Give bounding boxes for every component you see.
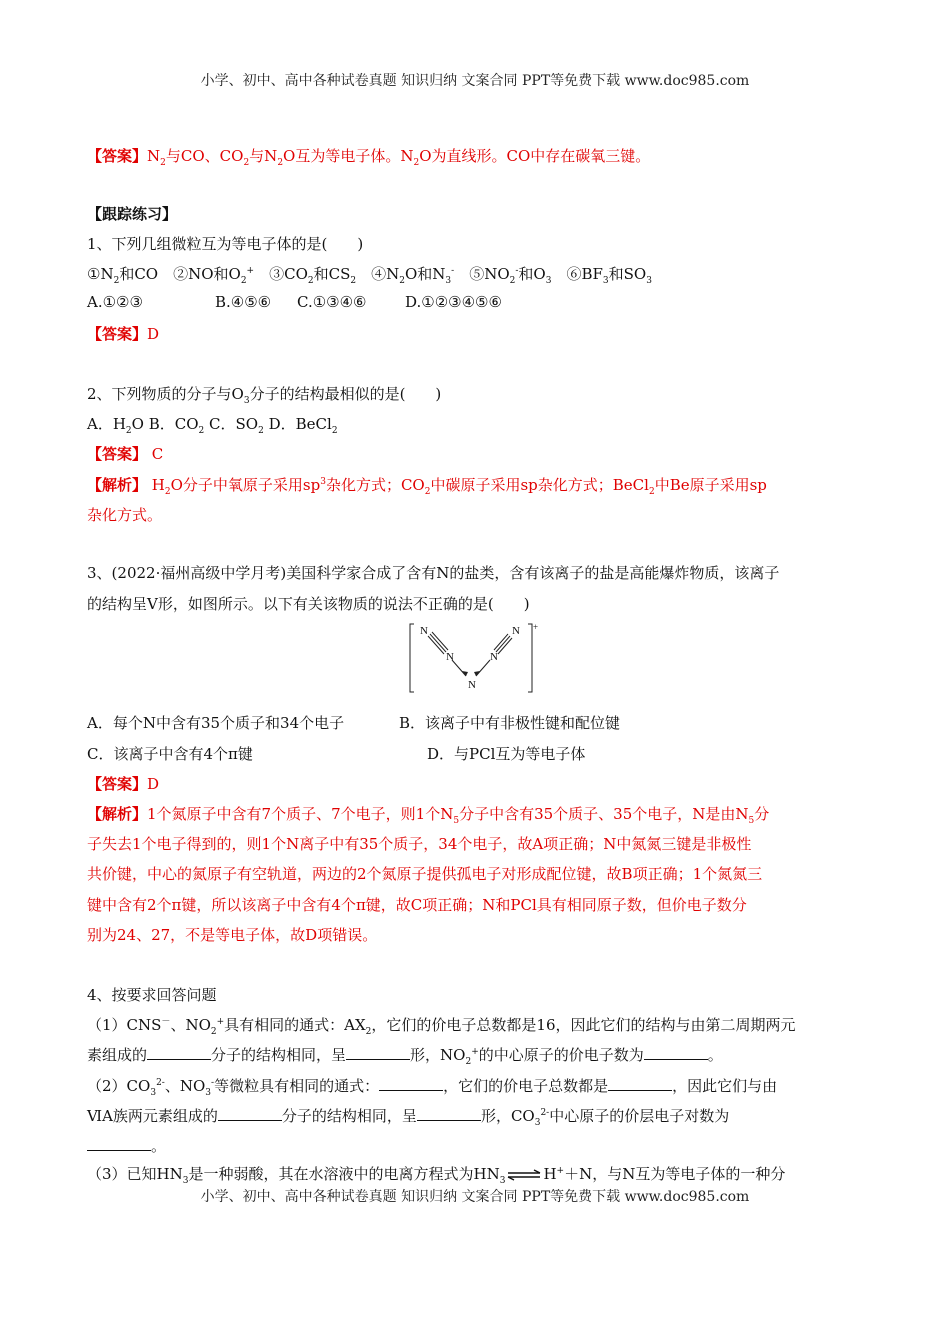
- atom-n-5: N: [512, 625, 520, 637]
- answer-blank[interactable]: [87, 1136, 151, 1151]
- atom-n-3: N: [468, 679, 476, 691]
- q1-choice-d: D.①②③④⑤⑥: [405, 293, 502, 311]
- answer-blank[interactable]: [417, 1106, 481, 1121]
- atom-n-4: N: [490, 651, 498, 663]
- q1-choice-a: A.①②③: [87, 293, 143, 311]
- answer-tag: 【答案】: [87, 147, 148, 165]
- q4-part2-line3: 。: [87, 1135, 166, 1156]
- q2-explanation-1: 【解析】 $H_2O$分子中氧原子采用$sp^3$杂化方式；$CO_2$中碳原子采用sp杂化方式；BeCl$_2$中Be原子采用sp: [87, 476, 767, 497]
- answer-blank[interactable]: [147, 1045, 211, 1060]
- right-bracket: [528, 624, 532, 692]
- q1-options-line: $①N_2$和CO ②NO和$O_2^+$ $③CO_2$和$CS_2$ $④N_2O$和$N_3^-$ $⑤NO_2^-$和$O_3$ $⑥BF_3$和$SO_3$: [87, 265, 652, 286]
- q2-explanation-2: 杂化方式。: [87, 506, 163, 524]
- q3-stem-1: 3、(2022·福州高级中学月考)美国科学家合成了含有N的盐类，含有该离子的盐是高能爆炸物质，该离子: [87, 564, 780, 582]
- q3-answer: 【答案】D: [87, 775, 160, 793]
- q3-explanation-5: 别为24、27，不是等电子体，故D项错误。: [87, 926, 378, 944]
- q4-stem: 4、按要求回答问题: [87, 986, 217, 1004]
- answer-blank[interactable]: [379, 1076, 443, 1091]
- q2-choices: A．$H_2O$ B．$CO_2$ C．$SO_2$ D．BeCl$_2$: [87, 415, 338, 436]
- q3-option-d: D．与PCl互为等电子体: [427, 745, 586, 763]
- q4-part1-line1: （1）CNS－、$NO_2^+$具有相同的通式：$AX_2$，它们的价电子总数都是16，因此它们的结构与由第二周期两元: [87, 1016, 796, 1037]
- atom-n-1: N: [420, 625, 428, 637]
- coordinate-bond-left: [452, 660, 466, 676]
- q1-choice-b: B.④⑤⑥: [215, 293, 272, 311]
- answer-blank[interactable]: [608, 1076, 672, 1091]
- ion-charge: +: [533, 622, 539, 632]
- page-header: 小学、初中、高中各种试卷真题 知识归纳 文案合同 PPT等免费下载 www.doc985.com: [200, 73, 750, 89]
- section-title: 【跟踪练习】: [87, 205, 178, 223]
- q1-stem: 1、下列几组微粒互为等电子体的是( ): [87, 235, 364, 253]
- q3-explanation-3: 共价键，中心的氮原子有空轨道，两边的2个氮原子提供孤电子对形成配位键，故B项正确；1个氮氮三: [87, 865, 763, 883]
- q3-explanation-1: 【解析】1个氮原子中含有7个质子、7个电子，则1个$N_5$分子中含有35个质子、35个电子，N是由$N_5$分: [87, 805, 770, 826]
- page-footer: 小学、初中、高中各种试卷真题 知识归纳 文案合同 PPT等免费下载 www.doc985.com: [200, 1189, 750, 1205]
- answer-blank[interactable]: [346, 1045, 410, 1060]
- coordinate-bond-right: [476, 660, 490, 676]
- left-bracket: [410, 624, 414, 692]
- q4-part2-line2: ⅥA族两元素组成的 分子的结构相同，呈 形，$CO_3^{2-}$中心原子的价层电子对数为: [87, 1107, 730, 1128]
- q1-answer: 【答案】D: [87, 325, 160, 343]
- q3-stem-2: 的结构呈V形，如图所示。以下有关该物质的说法不正确的是( ): [87, 595, 530, 613]
- answer-blank[interactable]: [644, 1045, 708, 1060]
- q3-explanation-4: 键中含有2个π键，所以该离子中含有4个π键，故C项正确；N和PCl具有相同原子数，但价电子数分: [87, 896, 747, 914]
- q2-answer: 【答案】 C: [87, 445, 164, 463]
- answer-blank[interactable]: [218, 1106, 282, 1121]
- q3-option-b: B．该离子中有非极性键和配位键: [399, 714, 621, 732]
- q1-choice-c: C.①③④⑥: [297, 293, 367, 311]
- previous-answer: 【答案】$N_2$与CO、$CO_2$与$N_2O$互为等电子体。$N_2O$为直线形。CO中存在碳氧三键。: [87, 147, 651, 168]
- q4-part2-line1: $(2)CO_3^{2-}$、$NO_3^-$等微粒具有相同的通式： ，它们的价电子总数都是 ，因此它们与由: [87, 1077, 778, 1098]
- atom-n-2: N: [446, 651, 454, 663]
- q3-option-c: C．该离子中含有4个π键: [87, 745, 253, 763]
- q3-option-a: A．每个N中含有35个质子和34个电子: [87, 714, 345, 732]
- q4-part1-line2: 素组成的 分子的结构相同，呈 形，$NO_2^+$的中心原子的价电子数为 。: [87, 1046, 723, 1067]
- equilibrium-arrow-icon: [505, 1168, 543, 1182]
- q4-part3-line1: （3）已知$HN_3$是一种弱酸，其在水溶液中的电离方程式为$HN_3$ H+＋N，与N互为等电子体的一种分: [87, 1165, 786, 1186]
- q2-stem: 2、下列物质的分子与$O_3$分子的结构最相似的是( ): [87, 385, 442, 406]
- q3-explanation-2: 子失去1个电子得到的，则1个N离子中有35个质子，34个电子，故A项正确；N中氮氮三键是非极性: [87, 835, 752, 853]
- v-shaped-ion-structure: [408, 622, 544, 694]
